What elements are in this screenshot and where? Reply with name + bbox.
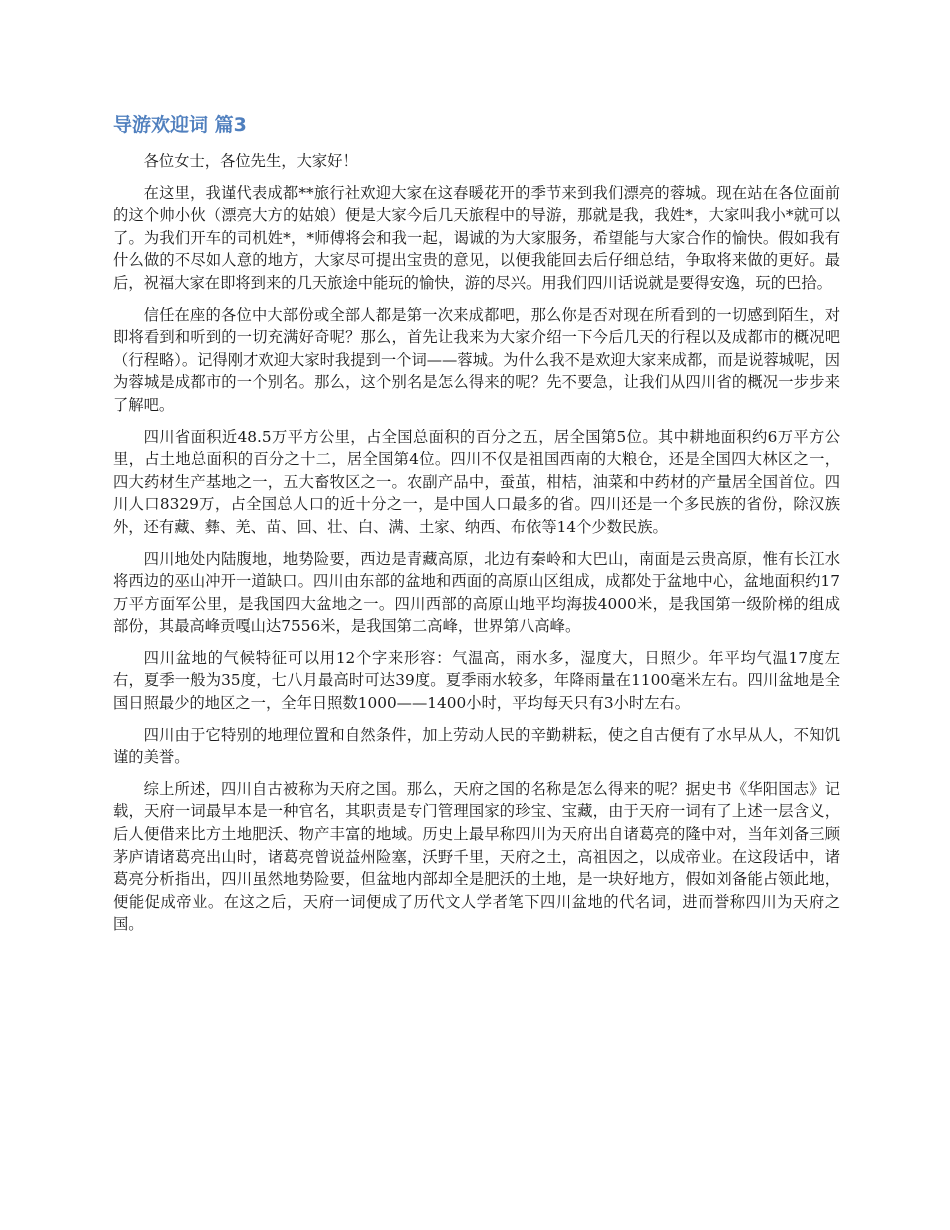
paragraph-natural-conditions: 四川由于它特别的地理位置和自然条件，加上劳动人民的辛勤耕耘，使之自古便有了水早从人，不知饥谨的美誉。 — [113, 725, 840, 767]
paragraph-climate: 四川盆地的气候特征可以用12个字来形容：气温高，雨水多，湿度大，日照少。年平均气温17度左右，夏季一般为35度，七八月最高时可达39度。夏季雨水较多，年降雨量在1100毫米左右。四川盆地是全国日照最少的地区之一，全年日照数1000——1400小时，平均每天只有3小时左右。 — [113, 648, 840, 713]
paragraph-land-of-abundance: 综上所述，四川自古被称为天府之国。那么，天府之国的名称是怎么得来的呢？据史书《华阳国志》记载，天府一词最早本是一种官名，其职责是专门管理国家的珍宝、宝藏，由于天府一词有了上述一层含义，后人便借来比方土地肥沃、物产丰富的地域。历史上最早称四川为天府出自诸葛亮的隆中对，当年刘备三顾茅庐请诸葛亮出山时，诸葛亮曾说益州险塞，沃野千里，天府之土，高祖因之，以成帝业。在这段话中，诸葛亮分析指出，四川虽然地势险要，但盆地内部却全是肥沃的土地，是一块好地方，假如刘备能占领此地，便能促成帝业。在这之后，天府一词便成了历代文人学者笔下四川盆地的代名词，进而誉称四川为天府之国。 — [113, 779, 840, 934]
paragraph-province-area: 四川省面积近48.5万平方公里，占全国总面积的百分之五，居全国第5位。其中耕地面积约6万平方公里，占土地总面积的百分之十二，居全国第4位。四川不仅是祖国西南的大粮仓，还是全国四大林区之一，四大药材生产基地之一，五大畜牧区之一。农副产品中，蚕茧，柑桔，油菜和中药材的产量居全国首位。四川人口8329万，占全国总人口的近十分之一，是中国人口最多的省。四川还是一个多民族的省份，除汉族外，还有藏、彝、羌、苗、回、壮、白、满、土家、纳西、布依等14个少数民族。 — [113, 427, 840, 536]
paragraph-terrain: 四川地处内陆腹地，地势险要，西边是青藏高原，北边有秦岭和大巴山，南面是云贵高原，惟有长江水将西边的巫山冲开一道缺口。四川由东部的盆地和西面的高原山区组成，成都处于盆地中心，盆地面积约17万平方面军公里，是我国四大盆地之一。四川西部的高原山地平均海拔4000米，是我国第一级阶梯的组成部份，其最高峰贡嘎山达7556米，是我国第二高峰，世界第八高峰。 — [113, 549, 840, 636]
paragraph-greeting: 各位女士，各位先生，大家好！ — [143, 152, 358, 170]
paragraph-welcome: 在这里，我谨代表成都**旅行社欢迎大家在这春暖花开的季节来到我们漂亮的蓉城。现在站在各位面前的这个帅小伙（漂亮大方的姑娘）便是大家今后几天旅程中的导游，那就是我，我姓*，大家叫我小*就可以了。为我们开车的司机姓*，*师傅将会和我一起，谒诚的为大家服务，希望能与大家合作的愉快。假如我有什么做的不尽如人意的地方，大家尽可提出宝贵的意见，以便我能回去后仔细总结，争取将来做的更好。最后，祝福大家在即将到来的几天旅途中能玩的愉快，游的尽兴。用我们四川话说就是要得安逸，玩的巴拾。 — [113, 183, 840, 292]
document-title: 导游欢迎词 篇3 — [113, 114, 247, 136]
document-page — [113, 112, 840, 945]
paragraph-introduction: 信任在座的各位中大部份或全部人都是第一次来成都吧，那么你是否对现在所看到的一切感到陌生，对即将看到和听到的一切充满好奇呢？那么，首先让我来为大家介绍一下今后几天的行程以及成都市的概况吧（行程略）。记得刚才欢迎大家时我提到一个词——蓉城。为什么我不是欢迎大家来成都，而是说蓉城呢，因为蓉城是成都市的一个别名。那么，这个别名是怎么得来的呢？先不要急，让我们从四川省的概况一步步来了解吧。 — [113, 305, 840, 414]
